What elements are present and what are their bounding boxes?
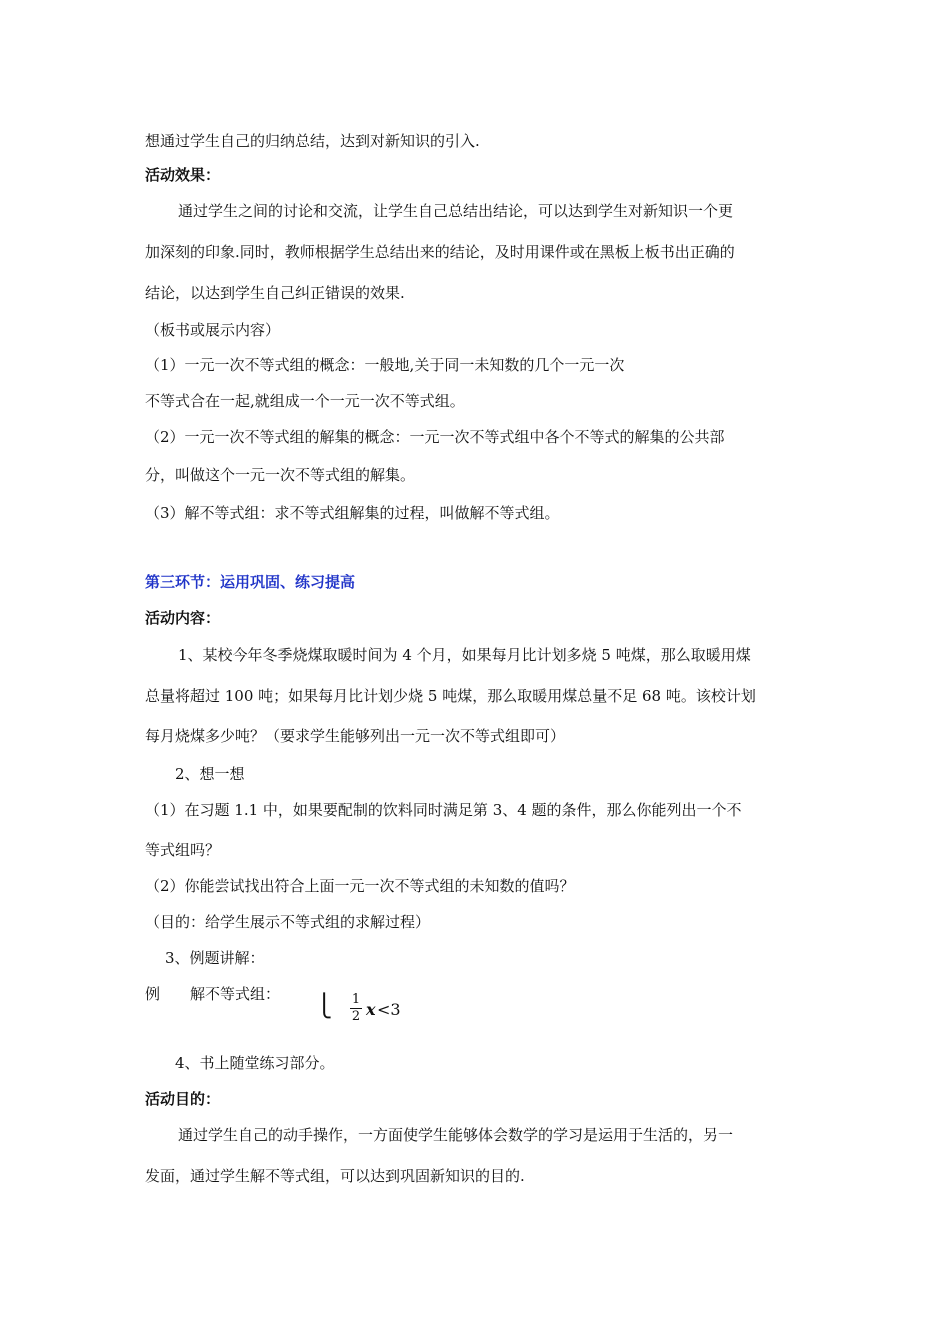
heading-activity-content: 活动内容：	[145, 609, 221, 627]
paragraph-line: 通过学生之间的讨论和交流，让学生自己总结出结论，可以达到学生对新知识一个更	[178, 202, 734, 220]
paragraph-line: （板书或展示内容）	[145, 321, 281, 339]
section-heading: 第三环节：运用巩固、练习提高	[145, 573, 356, 591]
paragraph-line: 每月烧煤多少吨？（要求学生能够列出一元一次不等式组即可）	[145, 727, 566, 745]
paragraph-line: （1）一元一次不等式组的概念：一般地,关于同一未知数的几个一元一次	[145, 356, 625, 374]
fraction-denominator: 2	[351, 1009, 361, 1024]
heading-activity-effect: 活动效果：	[145, 166, 221, 184]
paragraph-line: 3、例题讲解：	[165, 949, 265, 967]
fraction-numerator: 1	[351, 992, 361, 1007]
heading-activity-purpose: 活动目的：	[145, 1090, 221, 1108]
paragraph-line: 1、某校今年冬季烧煤取暖时间为 4 个月，如果每月比计划多烧 5 吨煤，那么取暖用煤	[178, 646, 751, 664]
math-relation: <3	[377, 1000, 401, 1019]
paragraph-line: 分，叫做这个一元一次不等式组的解集。	[145, 466, 416, 484]
line-1: 想通过学生自己的归纳总结，达到对新知识的引入.	[145, 132, 480, 150]
paragraph-line: （目的：给学生展示不等式组的求解过程）	[145, 913, 431, 931]
math-variable: x	[366, 1000, 376, 1019]
paragraph-line: （2）你能尝试找出符合上面一元一次不等式组的未知数的值吗？	[145, 877, 575, 895]
paragraph-line: （3）解不等式组：求不等式组解集的过程，叫做解不等式组。	[145, 504, 560, 522]
paragraph-line: （2）一元一次不等式组的解集的概念：一元一次不等式组中各个不等式的解集的公共部	[145, 428, 725, 446]
paragraph-line: （1）在习题 1.1 中，如果要配制的饮料同时满足第 3、4 题的条件，那么你能列出一个不	[145, 801, 742, 819]
paragraph-line: 加深刻的印象.同时，教师根据学生总结出来的结论，及时用课件或在黑板上板书出正确的	[145, 243, 735, 261]
paragraph-line: 结论，以达到学生自己纠正错误的效果.	[145, 284, 405, 302]
paragraph-line: 发面，通过学生解不等式组，可以达到巩固新知识的目的.	[145, 1167, 525, 1185]
paragraph-line: 总量将超过 100 吨；如果每月比计划少烧 5 吨煤，那么取暖用煤总量不足 68 吨。该校计划	[145, 687, 756, 705]
paragraph-line: 2、想一想	[175, 765, 245, 783]
paragraph-line: 4、书上随堂练习部分。	[175, 1054, 335, 1072]
paragraph-line: 不等式合在一起,就组成一个一元一次不等式组。	[145, 392, 465, 410]
paragraph-line: 通过学生自己的动手操作，一方面使学生能够体会数学的学习是运用于生活的，另一	[178, 1126, 734, 1144]
paragraph-line: 等式组吗？	[145, 841, 221, 859]
brace-symbol: ⎩	[316, 994, 333, 1019]
paragraph-line: 例 解不等式组：	[145, 985, 281, 1003]
